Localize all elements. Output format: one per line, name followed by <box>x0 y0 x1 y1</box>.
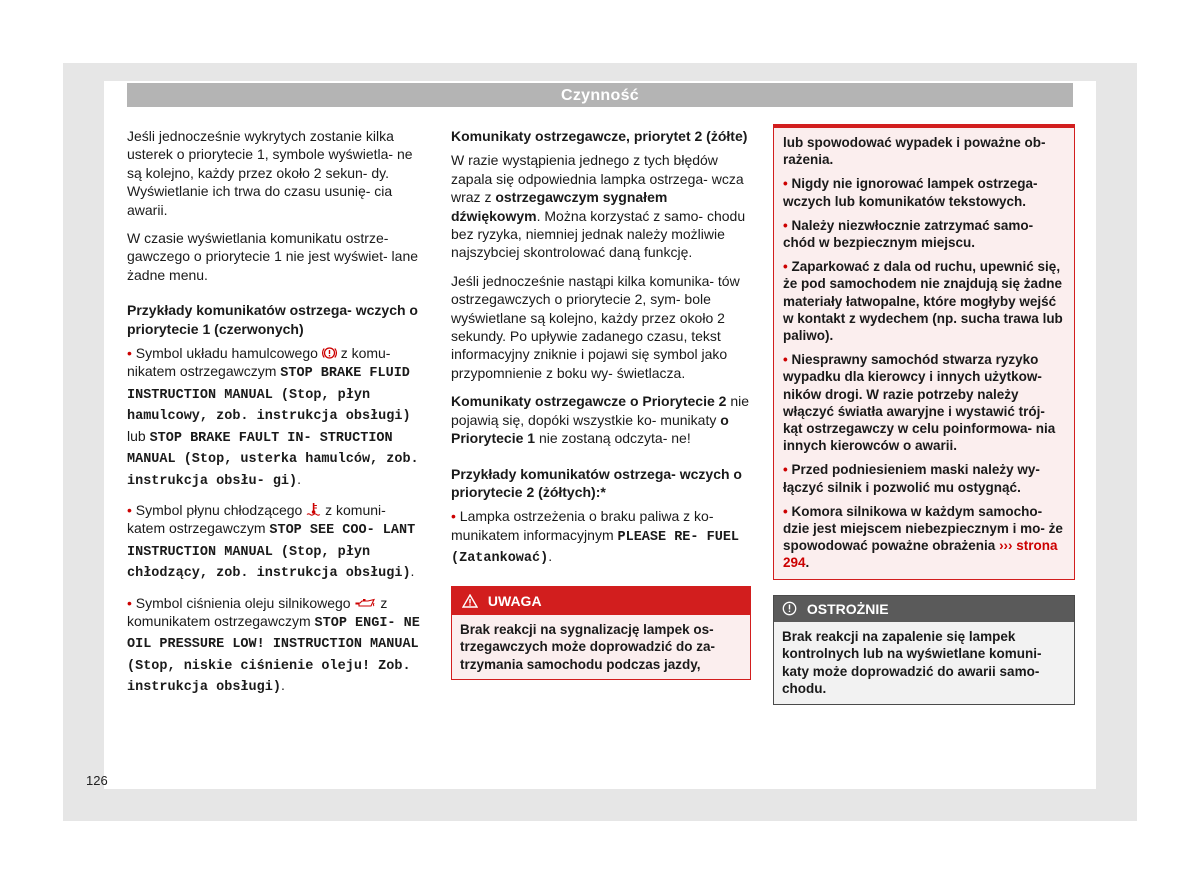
list-item: • Należy niezwłocznie zatrzymać samo- chód w bezpiecznym miejscu. <box>783 217 1034 251</box>
bullet-icon: • <box>783 352 788 368</box>
paragraph: Jeśli jednocześnie wykrytych zostanie kilka usterek o priorytecie 1, symbole wyświetla- ne są kolejno, każdy przez około 2 sekun- dy. Wyświetlanie ich trwa do czasu usunię- cia awarii. <box>127 128 413 218</box>
oil-pressure-icon <box>354 598 376 610</box>
warning-continuation-box <box>773 124 1075 580</box>
section-header: Czynność <box>127 83 1073 107</box>
list-item: • Lampka ostrzeżenia o braku paliwa z ko- munikatem informacyjnym PLEASE RE- FUEL (Zatankować). <box>451 508 740 567</box>
caution-text: Brak reakcji na zapalenie się lampek kontrolnych lub na wyświetlane komuni- katy może doprowadzić do awarii samo- chodu. <box>782 628 1042 697</box>
paragraph: Komunikaty ostrzegawcze o Priorytecie 2 nie pojawią się, dopóki wszystkie ko- munikaty o Priorytecie 1 nie zostaną odczyta- ne! <box>451 393 750 447</box>
section-heading: Przykłady komunikatów ostrzega- wczych o priorytecie 1 (czerwonych) <box>127 302 418 337</box>
section-heading: Komunikaty ostrzegawcze, priorytet 2 (żółte) <box>451 128 748 144</box>
caution-header <box>774 596 1074 622</box>
warning-box <box>451 586 751 681</box>
list-item: • Zaparkować z dala od ruchu, upewnić się, że pod samochodem nie znajdują się żadne materiały łatwopalne, które mogłyby wejść w kontakt z wydechem (np. sucha trawa lub paliwo). <box>783 259 1063 344</box>
warning-text: Brak reakcji na sygnalizację lampek os- trzegawczych może doprowadzić do za- trzymania samochodu podczas jazdy, <box>460 621 716 672</box>
list-item: • Niesprawny samochód stwarza ryzyko wypadku dla kierowcy i innych użytkow- ników drogi. W razie potrzeby należy włączyć światła awaryjne i wystawić trój- kąt ostrzegawczy w celu poinformowa- nia innych kierowców o awarii. <box>783 352 1056 454</box>
caution-box <box>773 595 1075 705</box>
bullet-icon: • <box>783 259 788 275</box>
info-circle-icon <box>782 601 797 616</box>
section-heading: Przykłady komunikatów ostrzega- wczych o priorytecie 2 (żółtych):* <box>451 465 742 500</box>
column-3 <box>773 124 1075 705</box>
warning-header <box>452 587 750 615</box>
bullet-icon: • <box>451 508 456 525</box>
bullet-icon: • <box>783 462 788 478</box>
page-number: 126 <box>86 773 108 788</box>
bullet-icon: • <box>127 345 132 362</box>
list-item: • Nigdy nie ignorować lampek ostrzega- wczych lub komunikatów tekstowych. <box>783 176 1038 209</box>
bullet-icon: • <box>127 594 132 611</box>
bullet-icon: • <box>127 501 132 518</box>
bullet-icon: • <box>783 503 788 519</box>
bullet-icon: • <box>783 176 788 192</box>
paragraph: lub spowodować wypadek i poważne ob- rażenia. <box>783 135 1046 168</box>
paragraph: Jeśli jednocześnie nastąpi kilka komunika- tów ostrzegawczych o priorytecie 2, sym- bole wyświetlane są kolejno, każdy przez około 2 sekundy. Po upływie zadanego czasu, tekst informacyjny zniknie i pojawi się symbol jako przypomnienie z boku wy- świetlacza. <box>451 272 740 381</box>
list-item: • Symbol płynu chłodzącego z komuni- katem ostrzegawczym STOP SEE COO- LANT INSTRUCTION MANUAL (Stop, płyn chłodzący, zob. instrukcja obsługi). <box>127 501 416 582</box>
warning-title: UWAGA <box>487 592 542 609</box>
warning-triangle-icon <box>462 594 478 608</box>
brake-warning-icon <box>322 346 337 360</box>
column-1 <box>127 127 427 698</box>
list-item: • Przed podniesieniem maski należy wy- łączyć silnik i pozwolić mu ostygnąć. <box>783 462 1040 495</box>
paragraph: W razie wystąpienia jednego z tych błędów zapala się odpowiednia lampka ostrzega- wcza wraz z ostrzegawczym sygnałem dźwiękowym. Można korzystać z samo- chodu bez ryzyka, niemniej jednak należy możliwie najszybciej skontrolować daną funkcję. <box>451 152 746 261</box>
bullet-icon: • <box>783 217 788 233</box>
paragraph: W czasie wyświetlania komunikatu ostrze- gawczego o priorytecie 1 nie jest wyświet- lane żadne menu. <box>127 230 419 283</box>
caution-title: OSTROŻNIE <box>806 600 889 617</box>
list-item: • Symbol układu hamulcowego z komu- nikatem ostrzegawczym STOP BRAKE FLUID INSTRUCTION MANUAL (Stop, płyn hamulcowy, zob. instrukcja obsługi) lub STOP BRAKE FAULT IN- STRUCTION MANUAL (Stop, usterka hamulców, zob. instrukcja obsłu- gi). <box>127 345 419 489</box>
page-reference-link[interactable]: ››› strona 294 <box>783 538 1058 571</box>
coolant-temperature-icon <box>306 502 321 517</box>
list-item: • Symbol ciśnienia oleju silnikowego z komunikatem ostrzegawczym STOP ENGI- NE OIL PRESSURE LOW! INSTRUCTION MANUAL (Stop, niskie ciśnienie oleju! Zob. instrukcja obsługi). <box>127 594 420 696</box>
column-2 <box>451 127 751 680</box>
list-item: • Komora silnikowa w każdym samocho- dzie jest miejscem niebezpiecznym i mo- że spowodować poważne obrażenia ››› strona 294. <box>783 503 1063 571</box>
